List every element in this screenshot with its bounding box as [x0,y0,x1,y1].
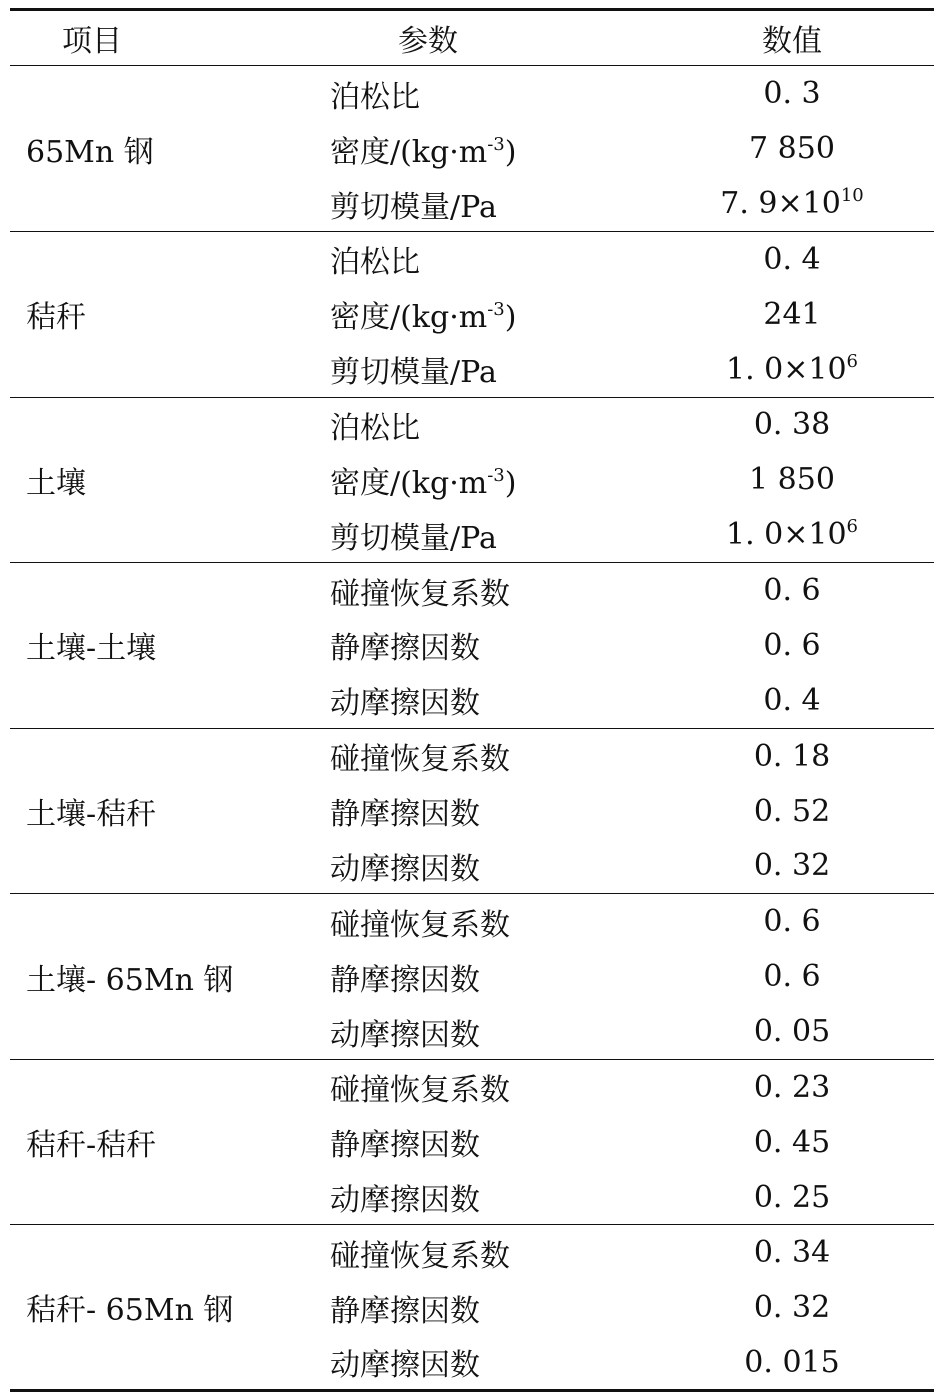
param-cell [310,176,650,231]
value-text: 0. 4 [763,682,821,718]
value-text: 0. 015 [744,1344,840,1380]
value-text: 0. 45 [753,1124,831,1160]
header-param [310,10,650,66]
param-cell [310,287,650,342]
value-cell [650,66,934,121]
item-cell: 秸秆 [26,300,86,336]
header-param-label: 参数 [398,24,458,59]
row-group [10,563,934,729]
parameter-table-body [10,66,934,1392]
param-text: 密度/(kg·m [330,465,488,501]
table-row [10,1225,934,1280]
param-text: 泊松比 [330,245,420,281]
param-text: 静摩擦因数 [330,631,480,667]
param-text: 碰撞恢复系数 [330,742,510,778]
value-text: 7 850 [749,131,835,167]
value-text: 0. 05 [753,1014,831,1050]
row-group [10,728,934,894]
param-text: 泊松比 [330,79,420,115]
value-text: 0. 23 [753,1069,831,1105]
param-cell [310,232,650,287]
row-group [10,232,934,398]
value-text: 0. 34 [753,1235,831,1271]
param-cell [310,1170,650,1225]
param-cell [310,1059,650,1114]
parameter-table-container [10,8,934,1392]
value-cell [650,452,934,507]
param-text: 动摩擦因数 [330,851,480,887]
param-text: 泊松比 [330,410,420,446]
param-exponent: -3 [487,464,505,486]
value-cell [650,618,934,673]
param-text: 剪切模量/Pa [330,520,497,556]
value-cell [650,1335,934,1390]
param-cell [310,563,650,618]
value-text: 0. 32 [753,1290,831,1326]
value-cell [650,397,934,452]
value-text: 0. 25 [753,1179,831,1215]
header-row [10,10,934,66]
param-text: 静摩擦因数 [330,1128,480,1164]
value-cell [650,1059,934,1114]
param-tail: ) [504,134,517,170]
param-cell [310,839,650,894]
param-text: 静摩擦因数 [330,962,480,998]
table-row [10,397,934,452]
value-cell [650,783,934,838]
item-cell: 秸秆-秸秆 [26,1128,157,1164]
param-text: 碰撞恢复系数 [330,1073,510,1109]
param-cell [310,1225,650,1280]
item-cell: 土壤- 65Mn 钢 [26,962,234,998]
value-text: 1. 0×10 [725,351,847,387]
value-cell [650,839,934,894]
value-cell [650,232,934,287]
param-tail: ) [504,300,517,336]
value-cell [650,1280,934,1335]
value-text: 0. 4 [763,241,821,277]
value-cell [650,176,934,231]
param-text: 碰撞恢复系数 [330,1238,510,1274]
value-cell [650,1115,934,1170]
value-cell [650,673,934,728]
param-text: 动摩擦因数 [330,1183,480,1219]
param-cell [310,673,650,728]
value-text: 0. 6 [763,959,821,995]
table-row [10,894,934,949]
item-cell: 65Mn 钢 [26,134,154,170]
param-cell [310,783,650,838]
row-group [10,1225,934,1391]
value-cell [650,508,934,563]
table-row [10,1059,934,1114]
value-text: 7. 9×10 [720,186,841,222]
value-cell [650,121,934,176]
value-cell [650,1225,934,1280]
table-row [10,728,934,783]
item-cell: 秸秆- 65Mn 钢 [26,1293,234,1329]
table-row [10,563,934,618]
value-text: 0. 32 [753,848,831,884]
value-exponent: 6 [846,516,858,538]
param-cell [310,618,650,673]
value-text: 0. 6 [763,904,821,940]
value-exponent: 10 [840,185,864,207]
param-tail: ) [504,465,517,501]
param-cell [310,1004,650,1059]
value-cell [650,563,934,618]
table-header [10,10,934,66]
parameter-table [10,8,934,66]
item-cell: 土壤-土壤 [26,631,157,667]
value-text: 1 850 [749,462,835,498]
param-cell [310,508,650,563]
value-cell [650,894,934,949]
header-item: 项目 [10,10,310,66]
param-cell [310,66,650,121]
param-text: 碰撞恢复系数 [330,907,510,943]
item-cell: 土壤 [26,465,86,501]
row-group [10,397,934,563]
value-text: 0. 6 [763,627,821,663]
value-cell [650,949,934,1004]
item-cell: 土壤-秸秆 [26,797,157,833]
param-text: 静摩擦因数 [330,797,480,833]
row-group [10,66,934,232]
table-row [10,232,934,287]
param-text: 碰撞恢复系数 [330,576,510,612]
param-text: 动摩擦因数 [330,686,480,722]
value-cell [650,342,934,397]
value-text: 241 [763,296,821,332]
table-row [10,66,934,121]
value-exponent: 6 [846,350,858,372]
param-cell [310,894,650,949]
param-cell [310,1280,650,1335]
row-group [10,1059,934,1225]
param-cell [310,949,650,1004]
value-text: 0. 3 [763,76,821,112]
value-text: 0. 18 [753,738,831,774]
value-cell [650,1004,934,1059]
value-cell [650,728,934,783]
param-exponent: -3 [487,133,505,155]
param-text: 密度/(kg·m [330,300,488,336]
param-text: 剪切模量/Pa [330,355,497,391]
value-text: 1. 0×10 [725,517,847,553]
value-text: 0. 6 [763,573,821,609]
param-cell [310,342,650,397]
param-cell [310,452,650,507]
param-text: 动摩擦因数 [330,1017,480,1053]
value-cell [650,287,934,342]
param-cell [310,397,650,452]
value-cell [650,1170,934,1225]
param-cell [310,1335,650,1390]
param-cell [310,1115,650,1170]
param-cell [310,728,650,783]
value-text: 0. 52 [753,793,831,829]
param-text: 静摩擦因数 [330,1293,480,1329]
row-group [10,894,934,1060]
param-text: 动摩擦因数 [330,1348,480,1384]
value-text: 0. 38 [753,407,831,443]
param-text: 剪切模量/Pa [330,189,497,225]
param-exponent: -3 [487,299,505,321]
header-value: 数值 [650,10,934,66]
param-cell [310,121,650,176]
param-text: 密度/(kg·m [330,134,488,170]
